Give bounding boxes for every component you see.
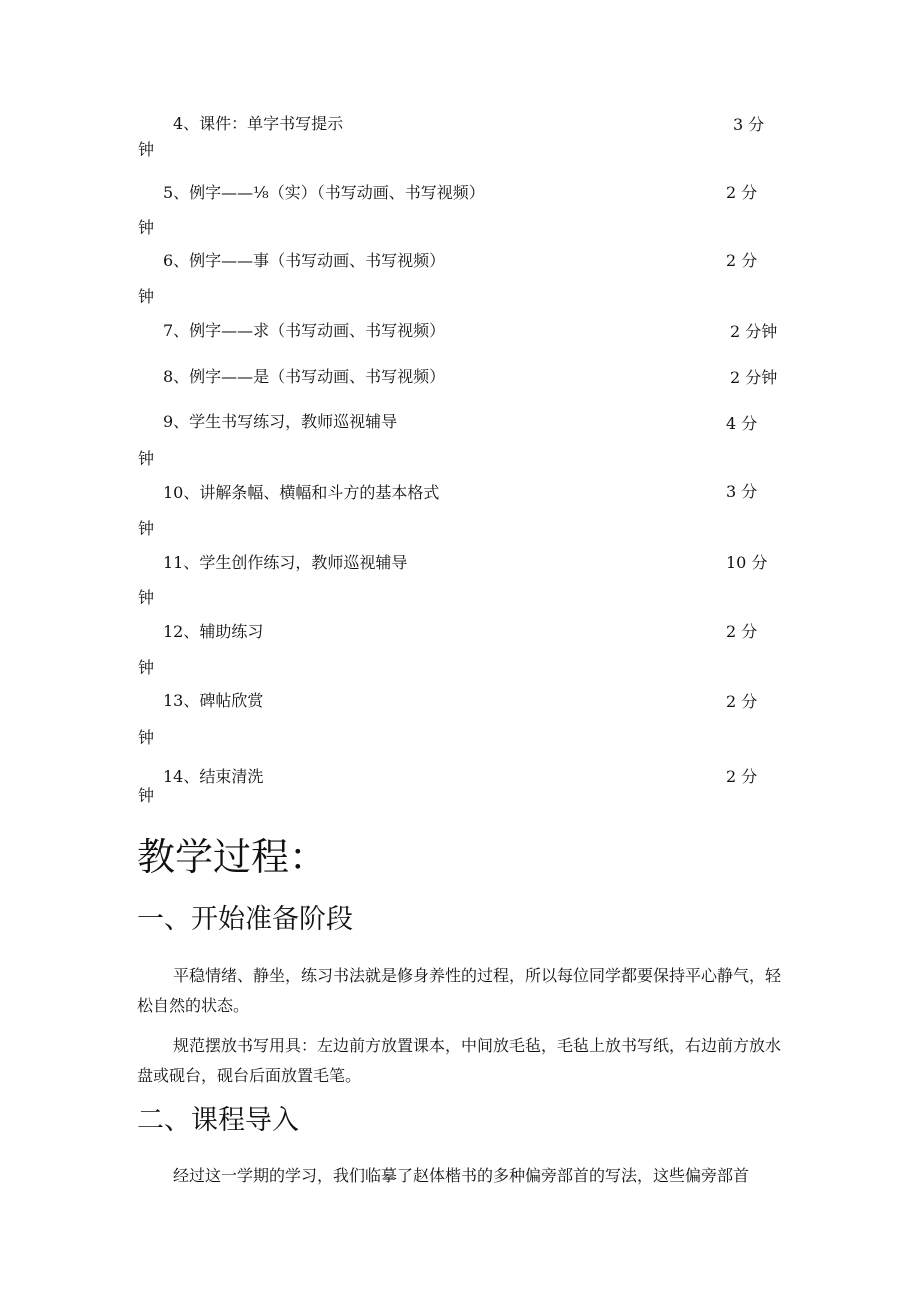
schedule-wrap-6: 钟 [138,287,155,306]
schedule-item-12: 12、辅助练习 [163,622,264,641]
schedule-duration-8: 2 分钟 [730,368,778,387]
section1-paragraph-1: 平稳情绪、静坐，练习书法就是修身养性的过程，所以每位同学都要保持平心静气，轻松自然的状态。 [137,966,782,1015]
schedule-wrap-10: 钟 [138,519,155,538]
schedule-duration-6: 2 分 [726,251,758,270]
schedule-duration-10: 3 分 [726,482,758,501]
schedule-item-5: 5、例字——⅛（实）（书写动画、书写视频） [163,183,485,202]
schedule-duration-5: 2 分 [726,183,758,202]
schedule-wrap-11: 钟 [138,588,155,607]
schedule-wrap-14: 钟 [138,786,155,805]
schedule-wrap-4: 钟 [138,140,155,159]
schedule-duration-9: 4 分 [726,414,758,433]
schedule-item-14: 14、结束清洗 [163,767,264,786]
schedule-wrap-5: 钟 [138,218,155,237]
schedule-item-13: 13、碑帖欣赏 [163,691,264,710]
schedule-duration-12: 2 分 [726,622,758,641]
schedule-duration-14: 2 分 [726,767,758,786]
process-title: 教学过程： [137,835,328,879]
section2-heading: 二、课程导入 [137,1105,299,1136]
schedule-duration-11: 10 分 [726,553,768,572]
schedule-duration-13: 2 分 [726,692,758,711]
schedule-item-11: 11、学生创作练习，教师巡视辅导 [163,553,408,572]
schedule-duration-4: 3 分 [733,115,765,134]
schedule-item-9: 9、学生书写练习，教师巡视辅导 [163,412,398,431]
section2-paragraph-1: 经过这一学期的学习，我们临摹了赵体楷书的多种偏旁部首的写法，这些偏旁部首 [173,1166,750,1185]
schedule-wrap-9: 钟 [138,449,155,468]
section1-heading: 一、开始准备阶段 [137,904,353,935]
section1-paragraph-2: 规范摆放书写用具：左边前方放置课本，中间放毛毡，毛毡上放书写纸，右边前方放水盘或砚台，砚台后面放置毛笔。 [137,1036,782,1085]
schedule-item-10: 10、讲解条幅、横幅和斗方的基本格式 [163,483,440,502]
schedule-item-8: 8、例字——是（书写动画、书写视频） [163,367,446,386]
schedule-wrap-13: 钟 [138,728,155,747]
schedule-item-6: 6、例字——事（书写动画、书写视频） [163,251,446,270]
schedule-item-7: 7、例字——求（书写动画、书写视频） [163,321,446,340]
schedule-wrap-12: 钟 [138,658,155,677]
schedule-duration-7: 2 分钟 [730,322,778,341]
schedule-item-4: 4、课件：单字书写提示 [173,114,344,133]
